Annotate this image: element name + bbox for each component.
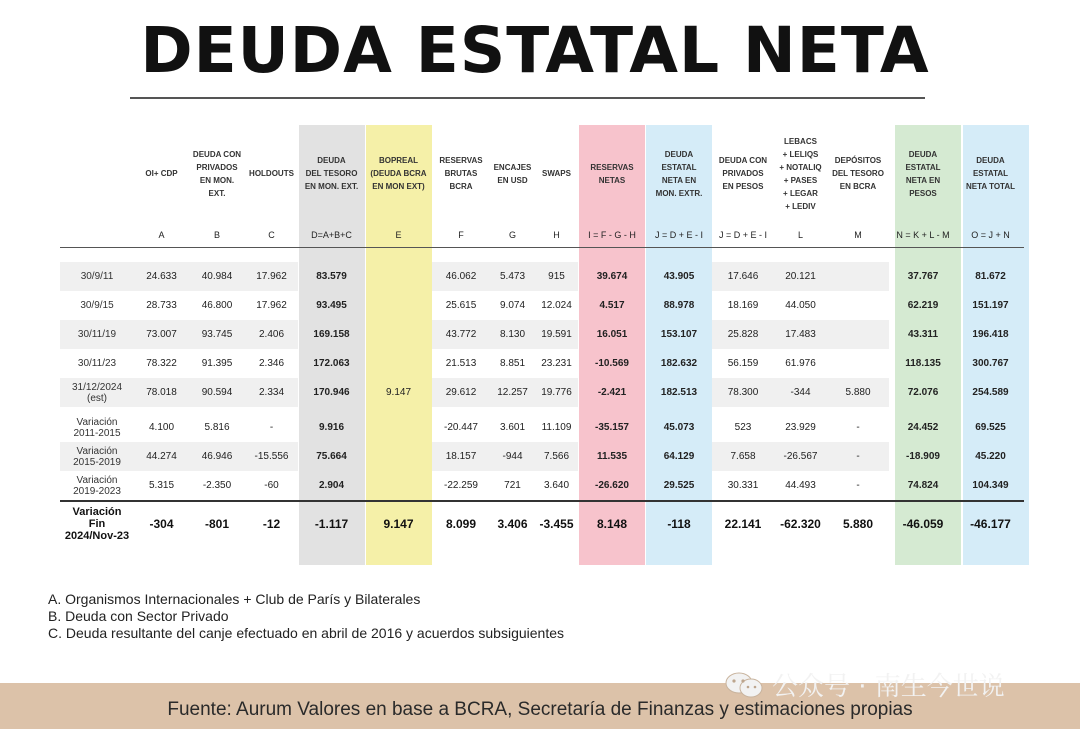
table-cell: 78.018 [134, 378, 189, 407]
table-cell: 29.612 [432, 378, 490, 407]
row-label [60, 378, 134, 407]
table-cell: 16.051 [596, 329, 628, 340]
footnote-a: A. Organismos Internacionales + Club de París y Bilaterales [48, 591, 421, 607]
table-cell: 17.483 [774, 320, 827, 349]
table-cell: 28.733 [146, 300, 177, 311]
column-header-line: EN PESOS [722, 182, 764, 191]
table-cell: 29.525 [663, 480, 695, 491]
table-cell: 8.851 [499, 358, 526, 369]
table-row [60, 413, 1024, 442]
table-cell: 5.880 [827, 378, 889, 407]
table-cell: -60 [264, 480, 279, 491]
table-cell: 74.824 [907, 480, 939, 491]
column-formula-0: A [134, 222, 189, 248]
table-cell: 18.169 [727, 300, 759, 311]
table-cell: 9.147 [385, 387, 412, 398]
table-cell: 46.946 [189, 442, 245, 471]
table-cell: -20.447 [444, 422, 478, 433]
column-formula-11: L [774, 222, 827, 248]
column-header-line: NETA TOTAL [965, 182, 1016, 191]
table-row [60, 291, 1024, 320]
column-header-line: SWAPS [542, 169, 571, 178]
table-cell: 46.800 [201, 300, 233, 311]
column-header-1 [189, 125, 245, 222]
table-cell: 61.976 [785, 358, 816, 369]
header-row [60, 125, 1024, 222]
table-cell: 44.050 [785, 300, 816, 311]
table-cell: 18.157 [432, 442, 490, 471]
table-cell: -344 [774, 378, 827, 407]
column-formula-10: J = D + E - I [712, 222, 774, 248]
column-formula-6: G [490, 222, 535, 248]
table-cell: -944 [490, 442, 535, 471]
table-cell: 153.107 [660, 329, 698, 340]
table-cell: 2.346 [258, 358, 285, 369]
table-cell: 69.525 [975, 422, 1006, 433]
table-cell: 90.594 [189, 378, 245, 407]
table-cell: 2.904 [318, 480, 345, 491]
table-cell: 73.007 [134, 320, 189, 349]
column-header-line: DEUDA CON [718, 156, 768, 165]
table-cell: 24.633 [134, 262, 189, 291]
table-cell: -15.556 [245, 442, 298, 471]
table-cell: 23.929 [785, 422, 816, 433]
table-cell: -304 [134, 501, 189, 546]
table-cell: 8.130 [490, 320, 535, 349]
table-cell: 24.452 [907, 422, 939, 433]
column-header-2 [245, 125, 298, 222]
title-divider [130, 97, 925, 99]
row-label [60, 349, 134, 378]
table-cell: 104.349 [972, 480, 1009, 491]
table-cell: 182.632 [660, 358, 698, 369]
row-label-line: Fin 2024/Nov-23 [64, 518, 130, 542]
table-cell [365, 262, 432, 291]
row-label-line: 30/9/11 [80, 271, 114, 282]
table-cell: 93.745 [189, 320, 245, 349]
watermark [724, 666, 1005, 703]
table-cell: 44.493 [785, 480, 816, 491]
total-row [60, 501, 1024, 546]
table-cell: 83.579 [316, 271, 347, 282]
table-cell: 4.100 [148, 422, 175, 433]
table-cell: 75.664 [316, 451, 347, 462]
table-cell: 915 [535, 262, 578, 291]
column-header-line: PRIVADOS [196, 162, 238, 172]
row-label-line: 31/12/2024 [71, 381, 123, 393]
table-cell: 37.767 [907, 271, 939, 282]
column-header-line: + LELIQS [782, 149, 819, 159]
column-formula-4: E [365, 222, 432, 248]
table-cell: 17.962 [256, 300, 287, 311]
table-cell: -62.320 [774, 501, 827, 546]
row-label-line: 30/11/23 [77, 358, 117, 369]
column-header-line: ESTATAL [972, 169, 1009, 178]
table-cell: -18.909 [906, 451, 940, 462]
table-cell: 254.589 [972, 387, 1009, 398]
column-header-line: PRIVADOS [722, 169, 764, 178]
table-cell: -2.421 [597, 387, 627, 398]
table-cell: 46.062 [432, 262, 490, 291]
footnote-b: B. Deuda con Sector Privado [48, 608, 229, 624]
table-cell: 30.331 [727, 480, 759, 491]
row-label-line: 2019-2023 [73, 485, 121, 497]
row-label-line: 2015-2019 [73, 456, 121, 468]
column-header-line: LEBACS [784, 136, 817, 146]
table-cell: 7.566 [535, 442, 578, 471]
row-label [60, 501, 134, 546]
column-formula-12: M [827, 222, 889, 248]
table-cell: 3.640 [543, 480, 570, 491]
column-header-3 [298, 125, 365, 222]
table-row [60, 320, 1024, 349]
row-label [60, 320, 134, 349]
table-cell: 39.674 [596, 271, 628, 282]
table-cell: 5.816 [204, 422, 230, 433]
page-title: DEUDA ESTATAL NETA [140, 14, 930, 87]
header-corner [60, 125, 134, 222]
table-cell [365, 320, 432, 349]
table-cell: -35.157 [595, 422, 629, 433]
row-label [60, 442, 134, 471]
column-header-line: BRUTAS [444, 169, 478, 178]
table-cell [365, 442, 432, 471]
table-cell: 7.658 [712, 442, 774, 471]
table-cell: 11.535 [596, 451, 628, 462]
column-header-line: NETAS [598, 175, 626, 185]
column-formula-5: F [432, 222, 490, 248]
table-cell: 5.473 [490, 262, 535, 291]
table-cell: 3.406 [490, 501, 535, 546]
table-cell [827, 320, 889, 349]
table-cell: 19.591 [535, 320, 578, 349]
footnote-c: C. Deuda resultante del canje efectuado en abril de 2016 y acuerdos subsiguientes [48, 625, 565, 641]
column-header-8 [578, 125, 646, 222]
table-cell: 23.231 [541, 358, 572, 369]
column-header-line: NETA EN [905, 175, 941, 185]
column-header-line: DEUDA CON [192, 149, 242, 159]
row-label-line: (est) [87, 392, 107, 404]
column-header-line: PESOS [909, 188, 937, 198]
table-cell: 17.646 [712, 262, 774, 291]
table-cell: 12.024 [541, 300, 572, 311]
column-formula-7: H [535, 222, 578, 248]
column-header-14 [957, 125, 1024, 222]
column-header-5 [432, 125, 490, 222]
column-header-line: DEPÓSITOS [834, 156, 882, 165]
column-header-6 [490, 125, 535, 222]
column-header-line: RESERVAS [590, 162, 634, 172]
column-header-line: EN USD [497, 175, 528, 185]
table-cell: - [856, 422, 860, 433]
table-cell: 9.916 [318, 422, 345, 433]
watermark-text: 公众号 · 南生今世说 [772, 672, 1005, 702]
table-cell: 523 [734, 422, 752, 433]
table-cell: 81.672 [975, 271, 1006, 282]
table-cell: 172.063 [313, 358, 350, 369]
table-cell: 78.300 [712, 378, 774, 407]
wechat-icon [724, 671, 764, 699]
table-cell: 11.109 [541, 422, 572, 433]
table-body [60, 262, 1024, 546]
column-formula-3: D=A+B+C [298, 222, 365, 248]
table-row [60, 471, 1024, 501]
table-cell: 43.905 [663, 271, 695, 282]
column-header-line: DEL TESORO [305, 169, 358, 178]
column-header-line: DEL TESORO [832, 169, 884, 178]
debt-table [60, 125, 1024, 546]
row-label [60, 262, 134, 291]
column-header-9 [646, 125, 712, 222]
table-cell: -26.620 [595, 480, 629, 491]
column-header-10 [712, 125, 774, 222]
source-text: Fuente: Aurum Valores en base a BCRA, Secretaría de Finanzas y estimaciones propias [167, 699, 913, 720]
column-formula-14: O = J + N [957, 222, 1024, 248]
column-header-line: ESTATAL [905, 162, 941, 172]
column-formula-2: C [245, 222, 298, 248]
table-row [60, 442, 1024, 471]
table-cell: 88.978 [663, 300, 695, 311]
table-cell [827, 349, 889, 378]
table-cell: 5.315 [148, 480, 175, 491]
table-cell: 9.147 [365, 501, 432, 546]
footnotes [48, 591, 564, 642]
column-header-12 [827, 125, 889, 222]
table-cell: 170.946 [313, 387, 350, 398]
table-cell: -3.455 [535, 501, 578, 546]
table-cell: 169.158 [313, 329, 350, 340]
column-formula-9: J = D + E - I [646, 222, 712, 248]
table-cell: -22.259 [444, 480, 478, 491]
table-cell: -46.177 [957, 501, 1024, 546]
formula-row [60, 222, 1024, 248]
table-cell: -26.567 [774, 442, 827, 471]
table-cell: 25.828 [712, 320, 774, 349]
column-header-line: DEUDA ESTATAL [661, 149, 697, 172]
table-cell: 93.495 [316, 300, 347, 311]
column-header-line: OI+ CDP [145, 169, 178, 178]
row-label-line: Variación [76, 474, 118, 486]
table-cell: 8.148 [578, 501, 646, 546]
row-label-line: 2011-2015 [73, 427, 121, 439]
table-cell [365, 291, 432, 320]
table-cell: 20.121 [774, 262, 827, 291]
table-cell: -801 [189, 501, 245, 546]
table-cell: 72.076 [907, 387, 939, 398]
table-cell: 118.135 [905, 358, 941, 369]
column-header-line: ENCAJES [493, 162, 532, 172]
table-cell: 56.159 [727, 358, 759, 369]
table-cell [827, 262, 889, 291]
table-cell [827, 291, 889, 320]
column-header-line: DEUDA [976, 156, 1005, 165]
column-header-line: DEUDA [317, 156, 346, 165]
table-cell: - [856, 480, 860, 491]
table-cell: 21.513 [445, 358, 477, 369]
column-formula-8: I = F - G - H [578, 222, 646, 248]
table-cell: 9.074 [499, 300, 526, 311]
table-cell: - [827, 442, 889, 471]
table-cell: - [269, 422, 274, 433]
table-cell: 22.141 [712, 501, 774, 546]
column-header-line: EN MON EXT) [372, 182, 425, 191]
table-cell: 721 [504, 480, 521, 491]
table-row [60, 349, 1024, 378]
column-header-line: + LEDIV [785, 201, 816, 211]
column-formula-1: B [189, 222, 245, 248]
column-header-0 [134, 125, 189, 222]
column-header-line: EN MON. EXT. [304, 182, 359, 191]
table-cell [365, 413, 432, 442]
table-cell: 2.334 [245, 378, 298, 407]
column-header-4 [365, 125, 432, 222]
table-cell: 45.220 [975, 451, 1006, 462]
table-cell: 44.274 [134, 442, 189, 471]
column-header-11 [774, 125, 827, 222]
table-cell: 182.513 [660, 387, 698, 398]
column-header-line: HOLDOUTS [249, 169, 294, 178]
table-cell: 62.219 [907, 300, 939, 311]
column-header-line: MON. EXTR. [655, 188, 703, 198]
table-cell: 43.311 [907, 329, 939, 340]
table-cell: 151.197 [972, 300, 1009, 311]
row-label-line: Variación [72, 506, 122, 518]
column-header-line: EN BCRA [839, 182, 877, 191]
table-row [60, 378, 1024, 407]
table-cell: 196.418 [972, 329, 1009, 340]
table-cell: 5.880 [827, 501, 889, 546]
row-label-line: 30/11/19 [77, 329, 117, 340]
table-cell: 91.395 [201, 358, 233, 369]
row-label-line: Variación [76, 445, 118, 457]
column-header-line: RESERVAS [439, 156, 483, 165]
column-header-line: + PASES [783, 175, 818, 185]
table-cell: 3.601 [499, 422, 526, 433]
table-cell: 25.615 [445, 300, 477, 311]
row-label-line: 30/9/15 [80, 300, 114, 311]
table-cell: 64.129 [663, 451, 695, 462]
table-cell: -118 [646, 501, 712, 546]
table-cell: 2.406 [245, 320, 298, 349]
table-cell: 19.776 [535, 378, 578, 407]
row-label [60, 291, 134, 320]
table-cell: 4.517 [599, 300, 625, 311]
column-header-line: BCRA [449, 182, 473, 191]
table-cell: -10.569 [595, 358, 629, 369]
table-cell: -1.117 [298, 501, 365, 546]
column-header-line: + NOTALIQ [779, 162, 822, 172]
table-cell: -46.059 [889, 501, 957, 546]
column-header-line: EN MON. EXT. [199, 175, 235, 198]
table-cell: 17.962 [245, 262, 298, 291]
table-cell: 78.322 [146, 358, 177, 369]
column-header-13 [889, 125, 957, 222]
table-cell: 40.984 [189, 262, 245, 291]
table-cell: 45.073 [663, 422, 695, 433]
table-cell: 8.099 [432, 501, 490, 546]
formula-corner [60, 222, 134, 248]
table-cell [365, 471, 432, 501]
table-cell: 43.772 [432, 320, 490, 349]
table-cell: -12 [245, 501, 298, 546]
table-row [60, 262, 1024, 291]
table-cell: 300.767 [972, 358, 1009, 369]
table-cell: -2.350 [202, 480, 232, 491]
column-formula-13: N = K + L - M [889, 222, 957, 248]
column-header-line: (DEUDA BCRA [370, 169, 427, 178]
column-header-line: DEUDA [908, 149, 938, 159]
table-cell [365, 349, 432, 378]
column-header-7 [535, 125, 578, 222]
row-label-line: Variación [76, 416, 118, 428]
row-label [60, 413, 134, 442]
row-label [60, 471, 134, 501]
column-header-line: BOPREAL [378, 156, 419, 165]
column-header-line: + LEGAR [783, 188, 818, 198]
column-header-line: NETA EN [661, 175, 697, 185]
table-cell: 12.257 [490, 378, 535, 407]
